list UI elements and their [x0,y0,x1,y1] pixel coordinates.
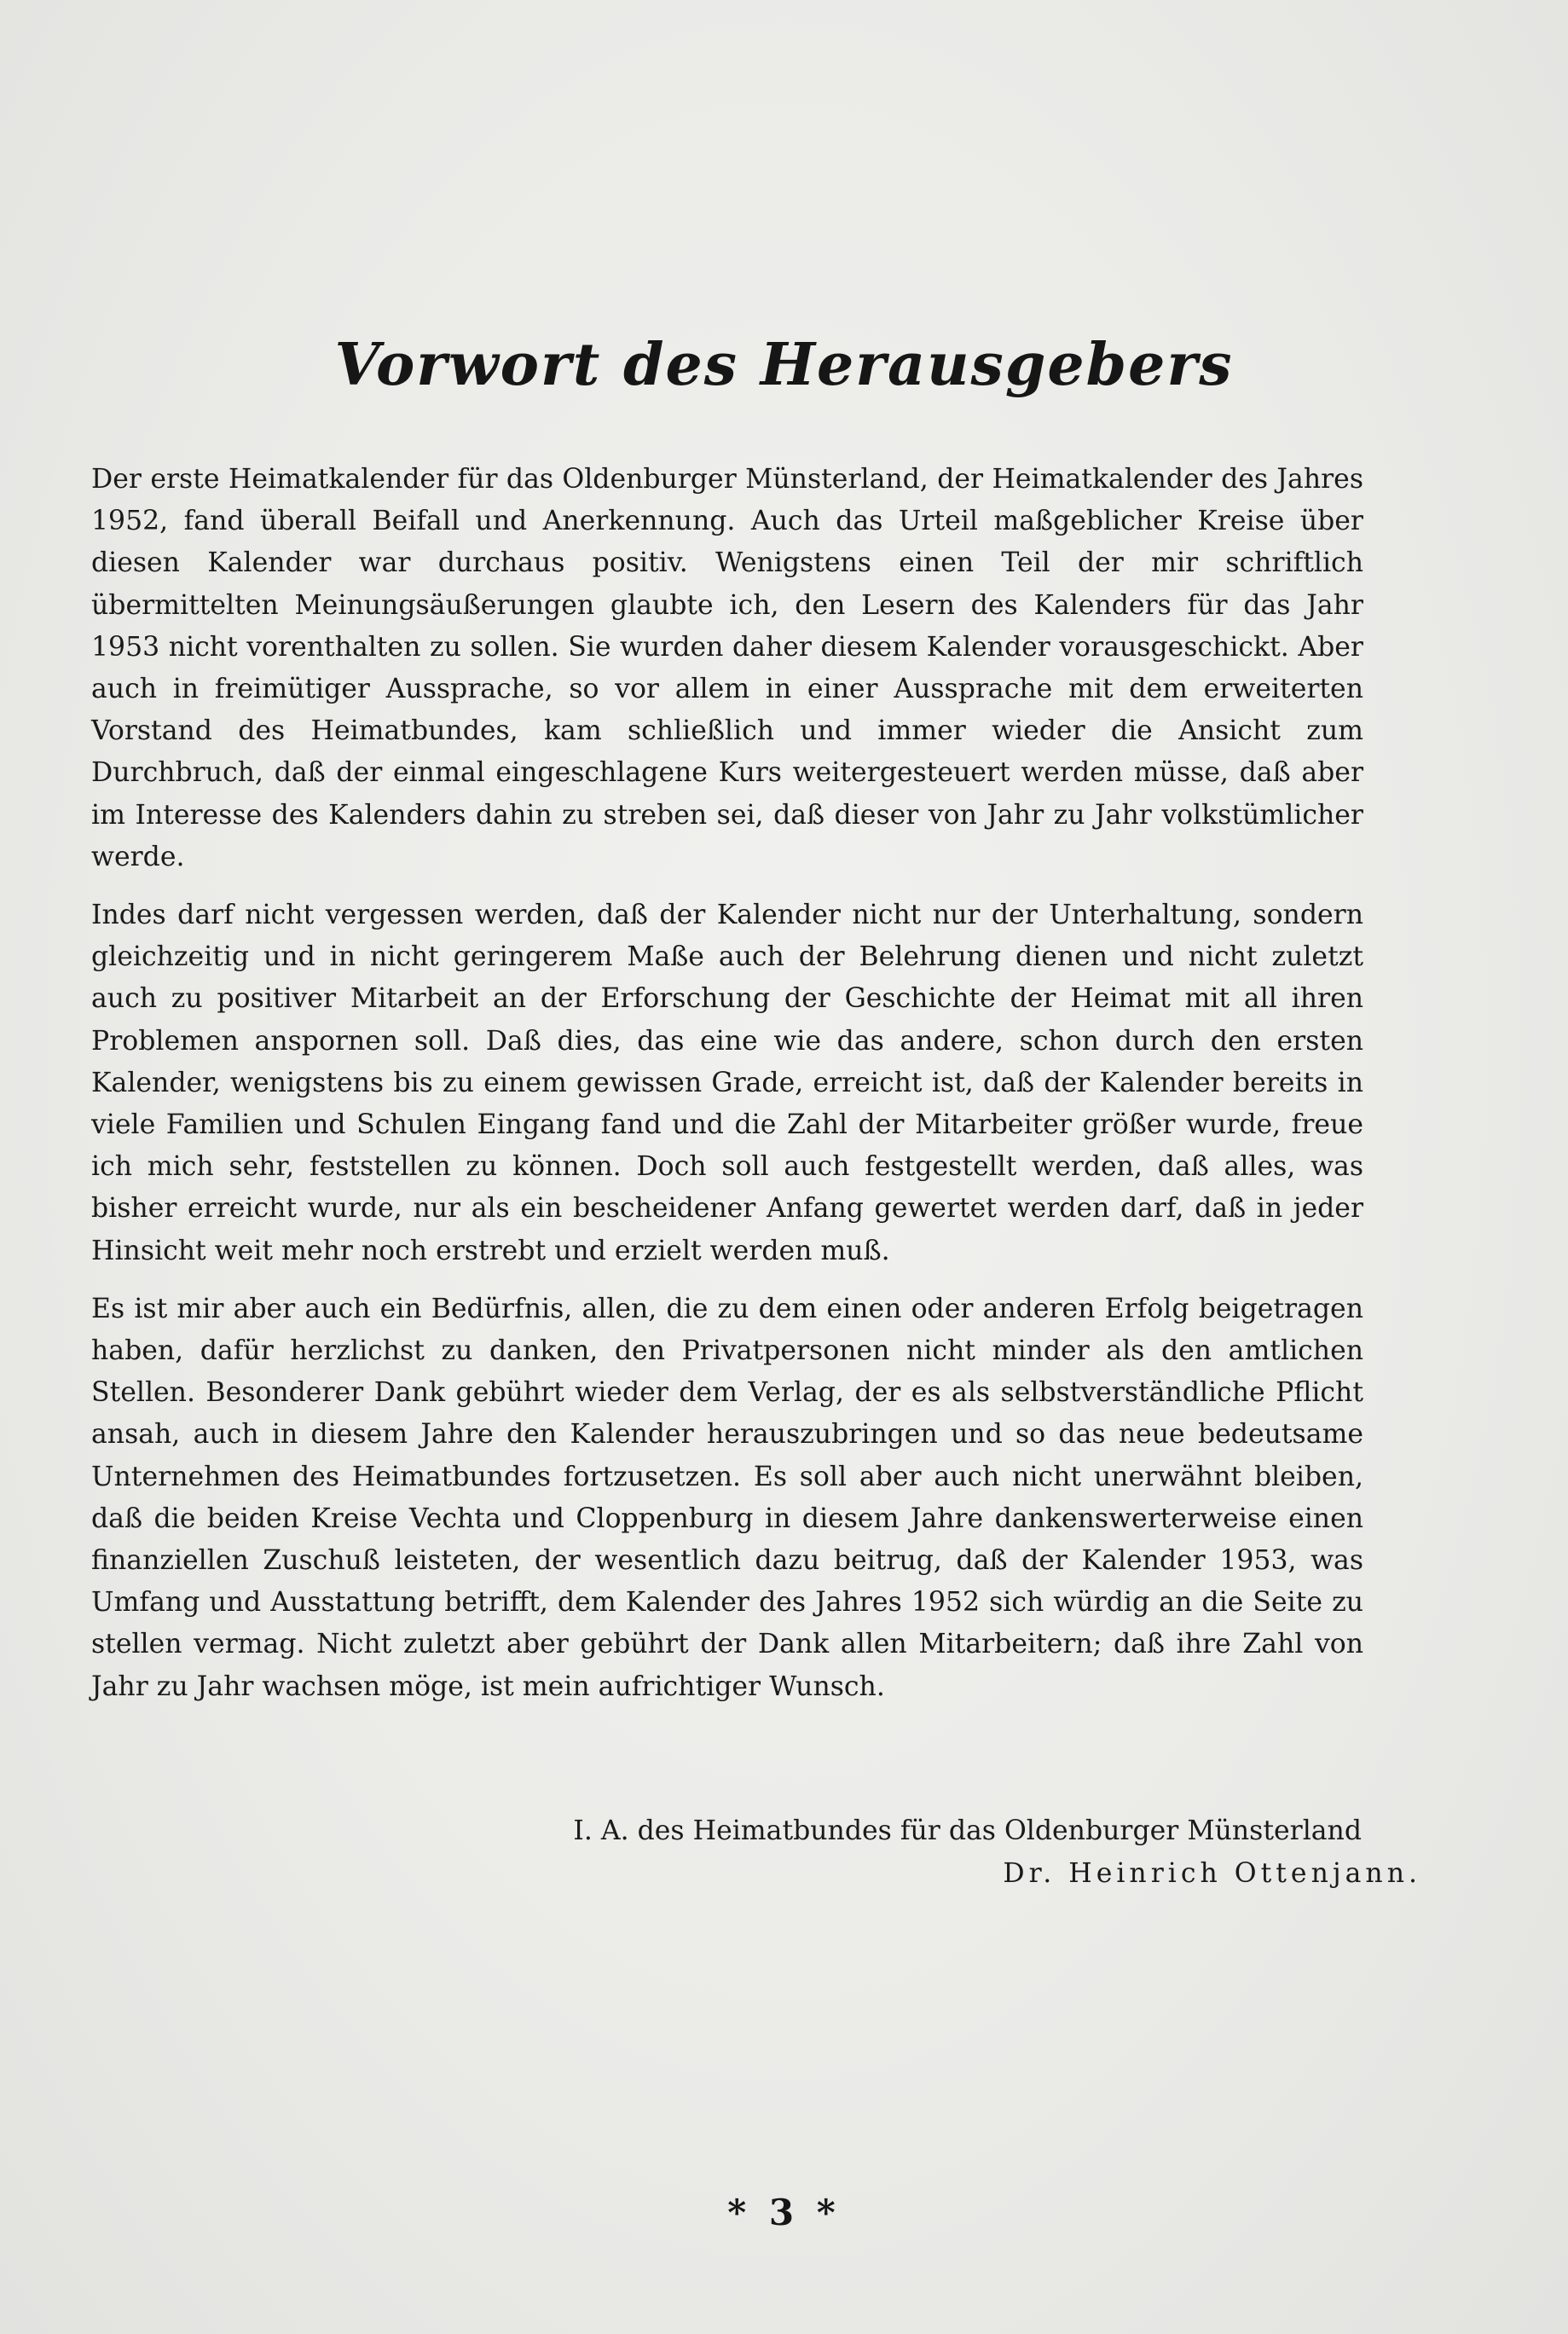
paragraph-1: Der erste Heimatkalender für das Oldenburger Münsterland, der Heimatkalender des Jahres 1952, fand überall Beifall und Anerkennung. Auch das Urteil maßgeblicher Kreise über diesen Kalender war durchaus positiv. Wenigstens einen Teil der mir schriftlich übermittelten Meinungsäußerungen glaubte ich, den Lesern des Kalenders für das Jahr 1953 nicht vorenthalten zu sollen. Sie wurden daher diesem Kalender vorausgeschickt. Aber auch in freimütiger Aussprache, so vor allem in einer Aussprache mit dem erweiterten Vorstand des Heimatbundes, kam schließlich und immer wieder die Ansicht zum Durchbruch, daß der einmal eingeschlagene Kurs weitergesteuert werden müsse, daß aber im Interesse des Kalenders dahin zu streben sei, daß dieser von Jahr zu Jahr volkstümlicher werde. [91,464,1363,872]
body-text [91,459,1363,1724]
signature-organization: I. A. des Heimatbundes für das Oldenburger Münsterland [573,1816,1362,1846]
page-title: Vorwort des Herausgebers [334,331,1234,399]
paragraph-3: Es ist mir aber auch ein Bedürfnis, allen, die zu dem einen oder anderen Erfolg beigetragen haben, dafür herzlichst zu danken, den Privatpersonen nicht minder als den amtlichen Stellen. Besonderer Dank gebührt wieder dem Verlag, der es als selbstverständliche Pflicht ansah, auch in diesem Jahre den Kalender herauszubringen und so das neue bedeutsame Unternehmen des Heimatbundes fortzusetzen. Es soll aber auch nicht unerwähnt bleiben, daß die beiden Kreise Vechta und Cloppenburg in diesem Jahre dankenswerterweise einen finanziellen Zuschuß leisteten, der wesentlich dazu beitrug, daß der Kalender 1953, was Umfang und Ausstattung betrifft, dem Kalender des Jahres 1952 sich würdig an die Seite zu stellen vermag. Nicht zuletzt aber gebührt der Dank allen Mitarbeitern; daß ihre Zahl von Jahr zu Jahr wachsen möge, ist mein aufrichtiger Wunsch. [91,1293,1363,1702]
signature-block [573,1810,1421,1895]
signature-name: Dr. Heinrich Ottenjann. [1003,1858,1421,1889]
paragraph-2: Indes darf nicht vergessen werden, daß der Kalender nicht nur der Unterhaltung, sondern gleichzeitig und in nicht geringerem Maße auch der Belehrung dienen und nicht zuletzt auch zu positiver Mitarbeit an der Erforschung der Geschichte der Heimat mit all ihren Problemen anspornen soll. Daß dies, das eine wie das andere, schon durch den ersten Kalender, wenigstens bis zu einem gewissen Grade, erreicht ist, daß der Kalender bereits in viele Familien und Schulen Eingang fand und die Zahl der Mitarbeiter größer wurde, freue ich mich sehr, feststellen zu können. Doch soll auch festgestellt werden, daß alles, was bisher erreicht wurde, nur als ein bescheidener Anfang gewertet werden darf, daß in jeder Hinsicht weit mehr noch erstrebt und erzielt werden muß. [91,900,1363,1266]
page-number: * 3 * [727,2192,841,2233]
